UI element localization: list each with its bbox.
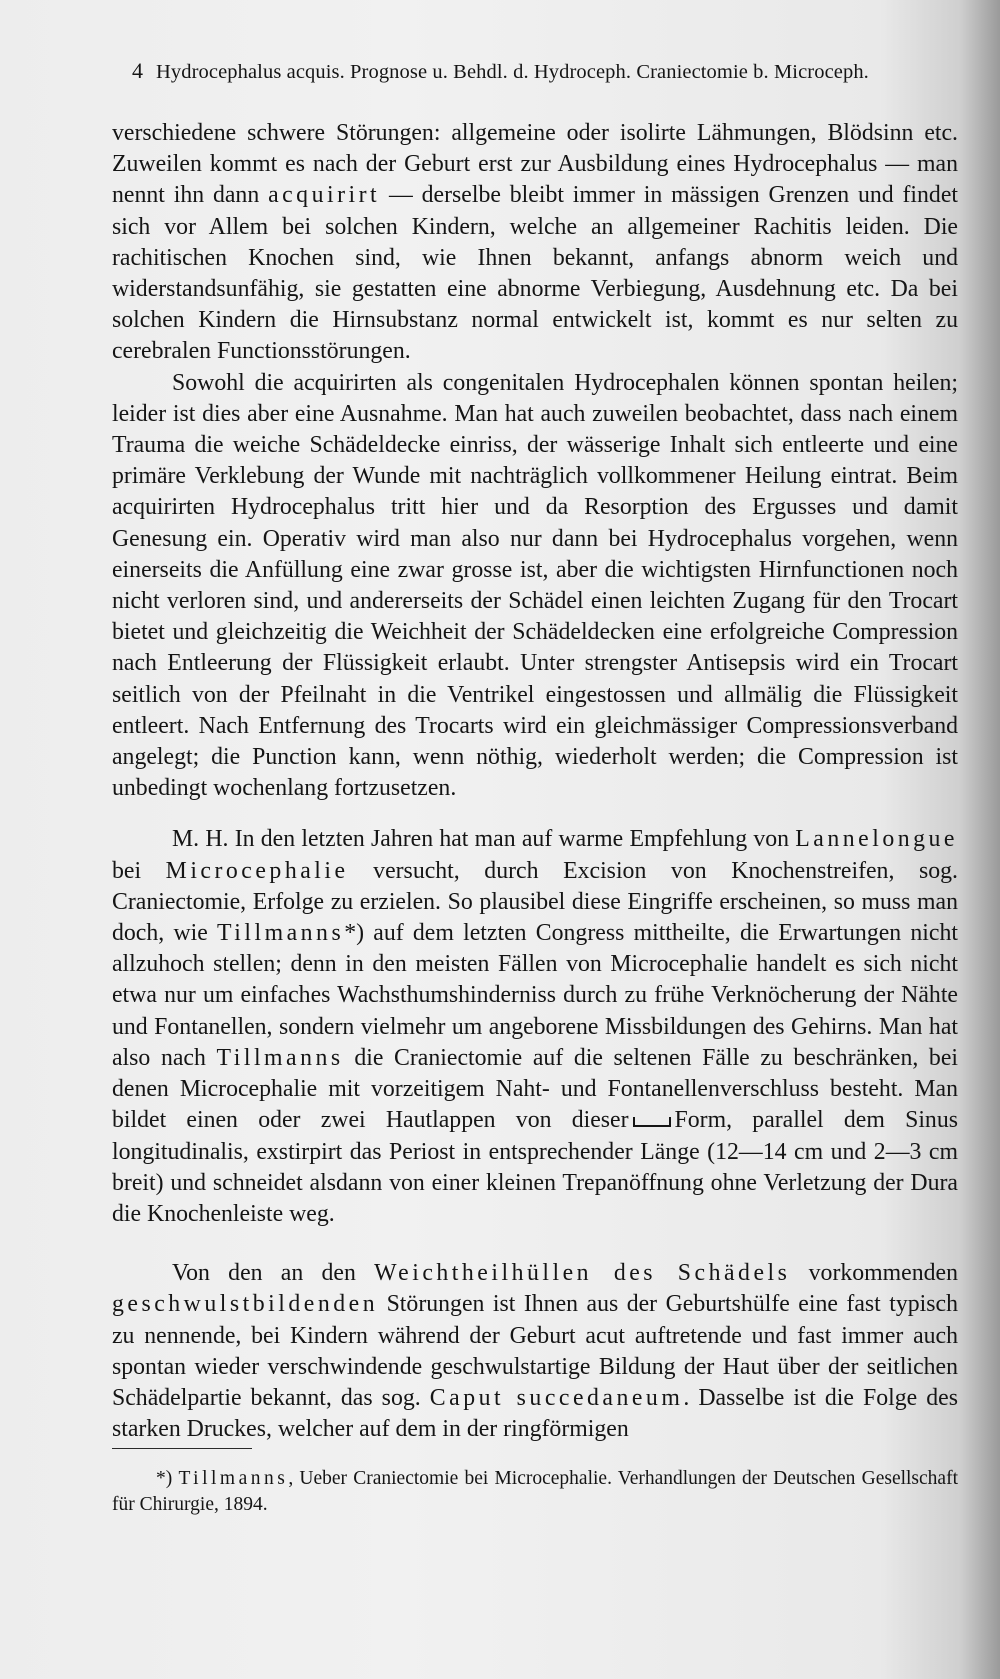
emphasis-acquirirt: acquirirt xyxy=(268,182,381,209)
emphasis-geschwulstbildenden: geschwulstbildenden xyxy=(112,1291,379,1318)
footnote-text: , Ueber Craniectomie bei Microcephalie. Verhandlungen der Deutschen Gesellschaft für Chirurgie, 1894. xyxy=(112,1468,958,1515)
paragraph-3 xyxy=(112,824,958,1230)
emphasis-lannelongue: Lannelongue xyxy=(795,826,958,853)
emphasis-caput-succedaneum: Caput succedaneum xyxy=(429,1384,684,1411)
text-run: *) auf dem letzten Congress mittheilte, die Erwartungen nicht allzuhoch stellen; denn in den meisten Fällen von Microcephalie handelt es sich nicht etwa nur um einfaches Wachsthumshinderniss durch zu frühe Verknöcherung der Nähte und Fontanellen, sondern vielmehr um angeborene Missbildungen des Gehirns. Man hat also nach xyxy=(112,920,958,1071)
text-run: Form, parallel dem Sinus longitudinalis, exstirpirt das Periost in entsprechender Länge (12—14 cm und 2—3 cm breit) und schneidet alsdann von einer kleinen Trepanöffnung ohne Verletzung der Dura die Knochenleiste weg. xyxy=(112,1107,958,1227)
text-run: verschiedene schwere Störungen: allgemeine oder isolirte Lähmungen, Blödsinn etc. Zuweilen kommt es nach der Geburt erst zur Ausbildung eines Hydrocephalus — man nennt ihn dann xyxy=(112,120,958,209)
text-run: Von den an den xyxy=(172,1260,375,1287)
emphasis-tillmanns: Tillmanns xyxy=(216,1044,344,1071)
text-run: Störungen ist Ihnen aus der Geburtshülfe eine fast typisch zu nennende, bei Kindern während der Geburt acut auftretende und fast immer auch spontan wieder verschwindende geschwulstartige Bildung der Haut über der seitlichen Schädelpartie bekannt, das sog. xyxy=(112,1291,958,1411)
flap-shape-symbol xyxy=(633,1117,671,1127)
footnote xyxy=(112,1466,958,1518)
footnote-marker: *) xyxy=(156,1468,179,1489)
paragraph-4 xyxy=(112,1258,958,1445)
footnote-author: Tillmanns xyxy=(178,1468,289,1489)
text-run: bei xyxy=(112,857,166,884)
emphasis-tillmanns: Tillmanns xyxy=(217,920,345,947)
page-number: 4 xyxy=(132,58,144,83)
text-run: M. H. In den letzten Jahren hat man auf warme Empfehlung von xyxy=(172,826,796,853)
text-run: — derselbe bleibt immer in mässigen Grenzen und findet sich vor Allem bei solchen Kindern, welche an allgemeiner Rachitis leiden. Die rachitischen Knochen sind, wie Ihnen bekannt, anfangs abnorm weich und widerstandsunfähig, sie gestatten eine abnorme Verbiegung, Ausdehnung etc. Da bei solchen Kindern die Hirnsubstanz normal entwickelt ist, kommt es nur selten zu cerebralen Functionsstörungen. xyxy=(112,182,958,365)
text-run: die Craniectomie auf die seltenen Fälle zu beschränken, bei denen Microcephalie mit vorzeitigem Naht- und Fontanellenverschluss besteht. Man bildet einen oder zwei Hautlappen von dieser xyxy=(112,1044,959,1134)
paragraph-2: Sowohl die acquirirten als congenitalen Hydrocephalen können spontan heilen; leider ist dies aber eine Ausnahme. Man hat auch zuweilen beobachtet, dass nach einem Trauma die weiche Schädeldecke einriss, der wässerige Inhalt sich entleerte und eine primäre Verklebung der Wunde mit nachträglich vollkommener Heilung eintrat. Beim acquirirten Hydrocephalus tritt hier und da Resorption des Ergusses und damit Genesung ein. Operativ wird man also nur dann bei Hydrocephalus vorgehen, wenn einerseits die Anfüllung eine zwar grosse ist, aber die wichtigsten Hirnfunctionen noch nicht verloren sind, und andererseits der Schädel einen leichten Zugang für den Trocart bietet und gleichzeitig die Weichheit der Schädeldecken eine erfolgreiche Compression nach Entleerung der Flüssigkeit erlaubt. Unter strengster Antisepsis wird ein Trocart seitlich von der Pfeilnaht in die Ventrikel eingestossen und allmälig die Flüssigkeit entleert. Nach Entfernung des Trocarts wird ein gleichmässiger Compressionsverband angelegt; die Punction kann, wenn nöthig, wiederholt werden; die Compression ist unbedingt wochenlang fortzusetzen. xyxy=(112,369,958,802)
paragraph-1 xyxy=(112,118,958,368)
emphasis-microcephalie: Microcephalie xyxy=(165,857,349,884)
text-run: versucht, durch Excision von Knochenstreifen, sog. Craniectomie, Erfolge zu erzielen. So plausibel diese Eingriffe erscheinen, so muss man doch, wie xyxy=(112,857,958,947)
running-header xyxy=(132,58,962,84)
footnote-divider xyxy=(112,1448,252,1449)
body-text xyxy=(112,118,958,1445)
text-run: . Dasselbe ist die Folge des starken Druckes, welcher auf dem in der ringförmigen xyxy=(112,1384,959,1443)
emphasis-weichtheilhuellen: Weichtheilhüllen des Schädels xyxy=(374,1260,791,1287)
text-run: vorkommenden xyxy=(790,1260,958,1287)
running-title: Hydrocephalus acquis. Prognose u. Behdl. d. Hydroceph. Craniectomie b. Microceph. xyxy=(156,61,869,83)
